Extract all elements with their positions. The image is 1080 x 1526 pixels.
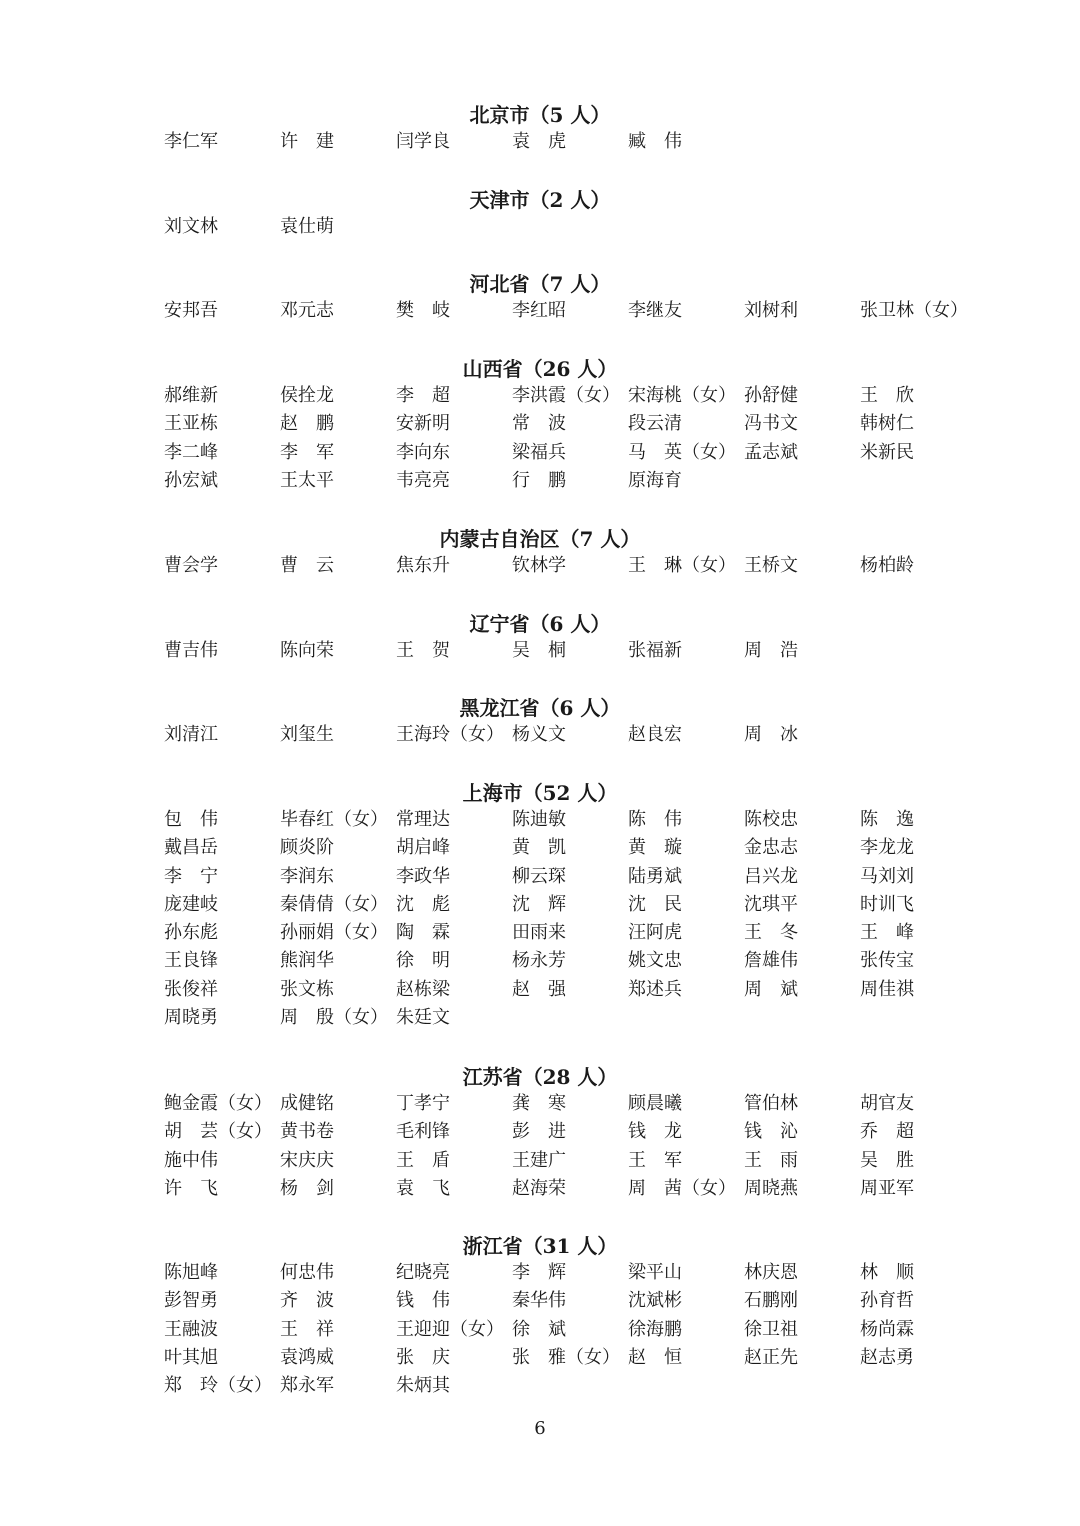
person-name: 郝维新 — [164, 385, 218, 406]
person-name: 吴 胜 — [860, 1149, 914, 1171]
name-row — [164, 1259, 984, 1287]
name-row — [164, 976, 984, 1004]
name-grid — [164, 806, 984, 1032]
person-name: 周 斌 — [744, 978, 798, 1000]
name-row — [164, 382, 984, 410]
person-name: 孙丽娟（女） — [280, 922, 388, 944]
person-name: 时训飞 — [860, 893, 914, 915]
person-name: 王 雨 — [744, 1149, 798, 1171]
person-name: 袁 虎 — [512, 131, 566, 152]
person-name: 姚文忠 — [628, 950, 682, 972]
name-row — [164, 1316, 984, 1344]
region-heading: 浙江省（31 人） — [462, 1234, 618, 1258]
person-name: 李洪霞（女） — [512, 385, 620, 406]
person-name: 宋庆庆 — [280, 1149, 334, 1171]
person-name: 行 鹏 — [512, 469, 566, 491]
person-name: 王 欣 — [860, 385, 914, 406]
person-name: 李二峰 — [164, 441, 218, 463]
region-heading: 黑龙江省（6 人） — [459, 696, 621, 720]
person-name: 田雨来 — [512, 922, 566, 944]
person-name: 胡 芸（女） — [164, 1121, 272, 1143]
person-name: 周 茜（女） — [628, 1177, 736, 1199]
person-name: 齐 波 — [280, 1290, 334, 1312]
person-name: 赵 恒 — [628, 1346, 682, 1368]
name-row — [164, 863, 984, 891]
person-name: 顾炎阶 — [280, 837, 334, 859]
person-name: 汪阿虎 — [628, 922, 682, 944]
person-name: 黄 凯 — [512, 837, 566, 859]
person-name: 沈 辉 — [512, 893, 566, 915]
person-name: 常理达 — [396, 809, 450, 830]
person-name: 曹 云 — [280, 555, 334, 576]
person-name: 金忠志 — [744, 837, 798, 859]
person-name: 郑 玲（女） — [164, 1375, 272, 1397]
person-name: 陆勇斌 — [628, 865, 682, 887]
person-name: 郑永军 — [280, 1375, 334, 1397]
name-row — [164, 297, 984, 325]
name-grid — [164, 128, 984, 156]
person-name: 李继友 — [628, 300, 682, 321]
person-name: 袁仕萌 — [280, 216, 334, 237]
person-name: 张文栋 — [280, 978, 334, 1000]
region-heading: 天津市（2 人） — [469, 188, 611, 212]
person-name: 吕兴龙 — [744, 865, 798, 887]
name-row — [164, 1175, 984, 1203]
person-name: 韩树仁 — [860, 413, 914, 435]
region-heading: 江苏省（28 人） — [462, 1065, 618, 1089]
person-name: 张福新 — [628, 640, 682, 661]
person-name: 焦东升 — [396, 555, 450, 576]
person-name: 王 贺 — [396, 640, 450, 661]
person-name: 熊润华 — [280, 950, 334, 972]
name-row — [164, 806, 984, 834]
region-heading: 山西省（26 人） — [462, 357, 618, 381]
person-name: 陈 逸 — [860, 809, 914, 830]
person-name: 王亚栋 — [164, 413, 218, 435]
person-name: 林 顺 — [860, 1262, 914, 1283]
person-name: 黄书卷 — [280, 1121, 334, 1143]
name-grid — [164, 552, 984, 580]
name-row — [164, 467, 984, 495]
person-name: 孙宏斌 — [164, 469, 218, 491]
person-name: 王 冬 — [744, 922, 798, 944]
person-name: 乔 超 — [860, 1121, 914, 1143]
person-name: 樊 岐 — [396, 300, 450, 321]
person-name: 钱 沁 — [744, 1121, 798, 1143]
person-name: 杨永芳 — [512, 950, 566, 972]
name-grid — [164, 721, 984, 749]
person-name: 陈旭峰 — [164, 1262, 218, 1283]
person-name: 庞建岐 — [164, 893, 218, 915]
name-row — [164, 410, 984, 438]
person-name: 沈琪平 — [744, 893, 798, 915]
person-name: 顾晨曦 — [628, 1093, 682, 1114]
person-name: 王 峰 — [860, 922, 914, 944]
person-name: 韦亮亮 — [396, 469, 450, 491]
person-name: 戴昌岳 — [164, 837, 218, 859]
name-row — [164, 637, 984, 665]
person-name: 李向东 — [396, 441, 450, 463]
person-name: 袁鸿威 — [280, 1346, 334, 1368]
person-name: 王 祥 — [280, 1318, 334, 1340]
person-name: 李红昭 — [512, 300, 566, 321]
name-row — [164, 947, 984, 975]
person-name: 周 冰 — [744, 724, 798, 745]
person-name: 赵志勇 — [860, 1346, 914, 1368]
person-name: 周佳祺 — [860, 978, 914, 1000]
person-name: 王桥文 — [744, 555, 798, 576]
region-heading: 内蒙古自治区（7 人） — [439, 527, 641, 551]
person-name: 沈 民 — [628, 893, 682, 915]
person-name: 李龙龙 — [860, 837, 914, 859]
person-name: 徐 明 — [396, 950, 450, 972]
name-row — [164, 128, 984, 156]
person-name: 张 雅（女） — [512, 1346, 620, 1368]
person-name: 柳云琛 — [512, 865, 566, 887]
person-name: 李 辉 — [512, 1262, 566, 1283]
person-name: 钱 伟 — [396, 1290, 450, 1312]
person-name: 周晓勇 — [164, 1007, 218, 1029]
person-name: 黄 璇 — [628, 837, 682, 859]
person-name: 纪晓亮 — [396, 1262, 450, 1283]
name-row — [164, 1287, 984, 1315]
person-name: 赵 强 — [512, 978, 566, 1000]
person-name: 赵海荣 — [512, 1177, 566, 1199]
name-grid — [164, 382, 984, 495]
person-name: 刘玺生 — [280, 724, 334, 745]
person-name: 丁孝宁 — [396, 1093, 450, 1114]
person-name: 杨 剑 — [280, 1177, 334, 1199]
person-name: 梁平山 — [628, 1262, 682, 1283]
name-grid — [164, 637, 984, 665]
person-name: 王 军 — [628, 1149, 682, 1171]
person-name: 张 庆 — [396, 1346, 450, 1368]
person-name: 吴 桐 — [512, 640, 566, 661]
person-name: 朱廷文 — [396, 1007, 450, 1029]
person-name: 刘树利 — [744, 300, 798, 321]
person-name: 石鹏刚 — [744, 1290, 798, 1312]
person-name: 胡启峰 — [396, 837, 450, 859]
name-row — [164, 1147, 984, 1175]
person-name: 常 波 — [512, 413, 566, 435]
person-name: 杨尚霖 — [860, 1318, 914, 1340]
person-name: 马刘刘 — [860, 865, 914, 887]
person-name: 王海玲（女） — [396, 724, 504, 745]
person-name: 胡官友 — [860, 1093, 914, 1114]
person-name: 安邦吾 — [164, 300, 218, 321]
region-heading: 河北省（7 人） — [469, 272, 611, 296]
person-name: 彭智勇 — [164, 1290, 218, 1312]
name-grid — [164, 297, 984, 325]
person-name: 徐 斌 — [512, 1318, 566, 1340]
person-name: 宋海桃（女） — [628, 385, 736, 406]
person-name: 李政华 — [396, 865, 450, 887]
person-name: 许 建 — [280, 131, 334, 152]
person-name: 赵良宏 — [628, 724, 682, 745]
person-name: 秦华伟 — [512, 1290, 566, 1312]
name-grid — [164, 1090, 984, 1203]
person-name: 王迎迎（女） — [396, 1318, 504, 1340]
name-row — [164, 919, 984, 947]
region-heading: 上海市（52 人） — [462, 781, 618, 805]
person-name: 杨柏龄 — [860, 555, 914, 576]
person-name: 郑述兵 — [628, 978, 682, 1000]
person-name: 徐卫祖 — [744, 1318, 798, 1340]
person-name: 周亚军 — [860, 1177, 914, 1199]
name-row — [164, 1004, 984, 1032]
name-row — [164, 1372, 984, 1400]
person-name: 段云清 — [628, 413, 682, 435]
person-name: 刘清江 — [164, 724, 218, 745]
person-name: 闫学良 — [396, 131, 450, 152]
person-name: 何忠伟 — [280, 1262, 334, 1283]
person-name: 孙育哲 — [860, 1290, 914, 1312]
name-row — [164, 1090, 984, 1118]
person-name: 赵 鹏 — [280, 413, 334, 435]
person-name: 包 伟 — [164, 809, 218, 830]
person-name: 周 浩 — [744, 640, 798, 661]
person-name: 梁福兵 — [512, 441, 566, 463]
person-name: 米新民 — [860, 441, 914, 463]
person-name: 陶 霖 — [396, 922, 450, 944]
person-name: 曹吉伟 — [164, 640, 218, 661]
person-name: 朱炳其 — [396, 1375, 450, 1397]
person-name: 侯拴龙 — [280, 385, 334, 406]
person-name: 彭 进 — [512, 1121, 566, 1143]
person-name: 李润东 — [280, 865, 334, 887]
person-name: 林庆恩 — [744, 1262, 798, 1283]
page-number: 6 — [534, 1418, 546, 1439]
name-row — [164, 552, 984, 580]
person-name: 安新明 — [396, 413, 450, 435]
name-row — [164, 1118, 984, 1146]
person-name: 张俊祥 — [164, 978, 218, 1000]
person-name: 冯书文 — [744, 413, 798, 435]
person-name: 马 英（女） — [628, 441, 736, 463]
person-name: 袁 飞 — [396, 1177, 450, 1199]
person-name: 刘文林 — [164, 216, 218, 237]
name-grid — [164, 213, 984, 241]
person-name: 陈 伟 — [628, 809, 682, 830]
name-row — [164, 834, 984, 862]
person-name: 沈斌彬 — [628, 1290, 682, 1312]
person-name: 毕春红（女） — [280, 809, 388, 830]
name-row — [164, 213, 984, 241]
name-row — [164, 439, 984, 467]
person-name: 秦倩倩（女） — [280, 893, 388, 915]
region-heading: 辽宁省（6 人） — [469, 612, 611, 636]
person-name: 徐海鹏 — [628, 1318, 682, 1340]
person-name: 张传宝 — [860, 950, 914, 972]
person-name: 毛利锋 — [396, 1121, 450, 1143]
person-name: 王建广 — [512, 1149, 566, 1171]
person-name: 孙东彪 — [164, 922, 218, 944]
person-name: 周 殷（女） — [280, 1007, 388, 1029]
person-name: 王 琳（女） — [628, 555, 736, 576]
person-name: 龚 寒 — [512, 1093, 566, 1114]
person-name: 叶其旭 — [164, 1346, 218, 1368]
person-name: 王 盾 — [396, 1149, 450, 1171]
person-name: 王良锋 — [164, 950, 218, 972]
person-name: 李 超 — [396, 385, 450, 406]
person-name: 赵栋梁 — [396, 978, 450, 1000]
person-name: 原海育 — [628, 469, 682, 491]
person-name: 李 宁 — [164, 865, 218, 887]
person-name: 陈迪敏 — [512, 809, 566, 830]
name-row — [164, 1344, 984, 1372]
person-name: 鲍金霞（女） — [164, 1093, 272, 1114]
person-name: 许 飞 — [164, 1177, 218, 1199]
person-name: 成健铭 — [280, 1093, 334, 1114]
person-name: 张卫林（女） — [860, 300, 968, 321]
person-name: 沈 彪 — [396, 893, 450, 915]
person-name: 钱 龙 — [628, 1121, 682, 1143]
person-name: 李 军 — [280, 441, 334, 463]
person-name: 邓元志 — [280, 300, 334, 321]
person-name: 李仁军 — [164, 131, 218, 152]
person-name: 臧 伟 — [628, 131, 682, 152]
person-name: 管伯林 — [744, 1093, 798, 1114]
person-name: 王融波 — [164, 1318, 218, 1340]
name-grid — [164, 1259, 984, 1400]
person-name: 钦林学 — [512, 555, 566, 576]
name-row — [164, 891, 984, 919]
person-name: 孟志斌 — [744, 441, 798, 463]
person-name: 周晓燕 — [744, 1177, 798, 1199]
person-name: 孙舒健 — [744, 385, 798, 406]
region-heading: 北京市（5 人） — [469, 103, 611, 127]
person-name: 陈向荣 — [280, 640, 334, 661]
person-name: 曹会学 — [164, 555, 218, 576]
person-name: 王太平 — [280, 469, 334, 491]
person-name: 詹雄伟 — [744, 950, 798, 972]
name-row — [164, 721, 984, 749]
person-name: 杨义文 — [512, 724, 566, 745]
person-name: 施中伟 — [164, 1149, 218, 1171]
person-name: 陈校忠 — [744, 809, 798, 830]
person-name: 赵正先 — [744, 1346, 798, 1368]
